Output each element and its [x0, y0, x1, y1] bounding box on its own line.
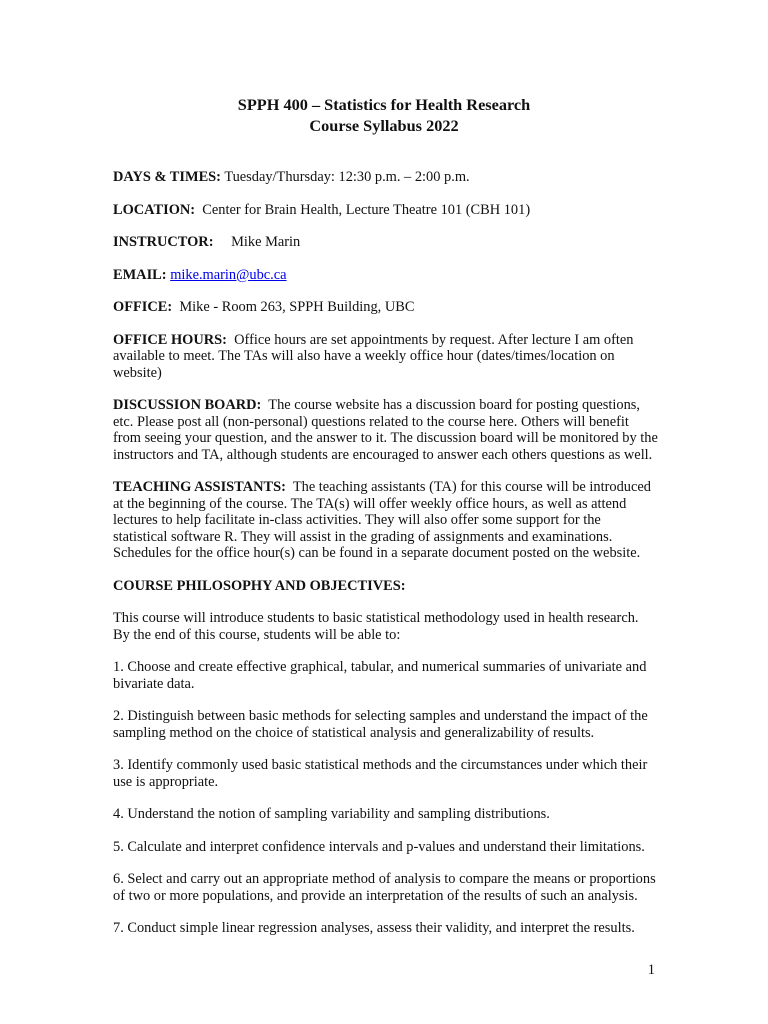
teaching-assistants-row: [113, 479, 658, 562]
objectives-intro: This course will introduce students to basic statistical methodology used in health research. By the end of this course, students will be able to:: [113, 610, 639, 643]
email-row: [113, 267, 658, 284]
location-value: Center for Brain Health, Lecture Theatre 101 (CBH 101): [202, 201, 531, 218]
location-row: [113, 202, 658, 219]
page-title: SPPH 400 – Statistics for Health Research: [237, 95, 531, 114]
discussion-board-value: The course website has a discussion board for posting questions, etc. Please post all (non-personal) questions related to the course here. Others will benefit from seeing your question, and the answer to it. The discussion board will be monitored by the instructors and TA, although students are encouraged to answer each others questions as well.: [113, 397, 658, 463]
page-subtitle: Course Syllabus 2022: [309, 116, 459, 135]
office-hours-value: Office hours are set appointments by request. After lecture I am often available to meet. The TAs will also have a weekly office hour (dates/times/location on website): [113, 331, 634, 381]
objective-item-7: 7. Conduct simple linear regression analyses, assess their validity, and interpret the results.: [113, 920, 635, 936]
document-header: [0, 94, 768, 136]
location-label: LOCATION:: [113, 201, 196, 218]
objective-item-4: 4. Understand the notion of sampling variability and sampling distributions.: [113, 806, 550, 822]
days-times-value: Tuesday/Thursday: 12:30 p.m. – 2:00 p.m.: [224, 169, 470, 185]
office-hours-row: [113, 332, 658, 382]
office-hours-label: OFFICE HOURS:: [113, 331, 227, 348]
days-times-row: [113, 169, 658, 186]
objectives-heading-text: COURSE PHILOSOPHY AND OBJECTIVES:: [113, 577, 406, 594]
teaching-assistants-value: The teaching assistants (TA) for this course will be introduced at the beginning of the course. The TA(s) will offer weekly office hours, as well as attend lectures to help facilitate in-class activities. They will also offer some support for the statistical software R. They will assist in the grading of assignments and examinations. Schedules for the office hour(s) can be found in a separate document posted on the website.: [113, 479, 651, 561]
office-row: [113, 299, 658, 316]
instructor-row: [113, 234, 658, 251]
objective-item-3: 3. Identify commonly used basic statistical methods and the circumstances under which their use is appropriate.: [113, 757, 648, 790]
days-times-label: DAYS & TIMES:: [113, 169, 221, 185]
syllabus-body: [113, 169, 658, 953]
objective-item-1: 1. Choose and create effective graphical, tabular, and numerical summaries of univariate and bivariate data.: [113, 659, 647, 692]
objective-item-2: 2. Distinguish between basic methods for selecting samples and understand the impact of the sampling method on the choice of statistical analysis and generalizability of results.: [113, 708, 648, 741]
instructor-value: Mike Marin: [231, 234, 301, 250]
page-number: 1: [647, 962, 655, 978]
email-label: EMAIL:: [113, 266, 167, 283]
discussion-board-label: DISCUSSION BOARD:: [113, 397, 262, 413]
office-label: OFFICE:: [113, 299, 173, 315]
email-link[interactable]: mike.marin@ubc.ca: [170, 266, 287, 283]
objective-item-5: 5. Calculate and interpret confidence intervals and p-values and understand their limitations.: [113, 838, 645, 855]
office-value: Mike - Room 263, SPPH Building, UBC: [179, 299, 415, 315]
instructor-label: INSTRUCTOR:: [113, 234, 214, 250]
objective-item-6: 6. Select and carry out an appropriate method of analysis to compare the means or proportions of two or more populations, and provide an interpretation of the results of such an analysis.: [113, 871, 656, 904]
teaching-assistants-label: TEACHING ASSISTANTS:: [113, 479, 286, 495]
objectives-heading: [113, 578, 658, 595]
discussion-board-row: [113, 397, 658, 463]
